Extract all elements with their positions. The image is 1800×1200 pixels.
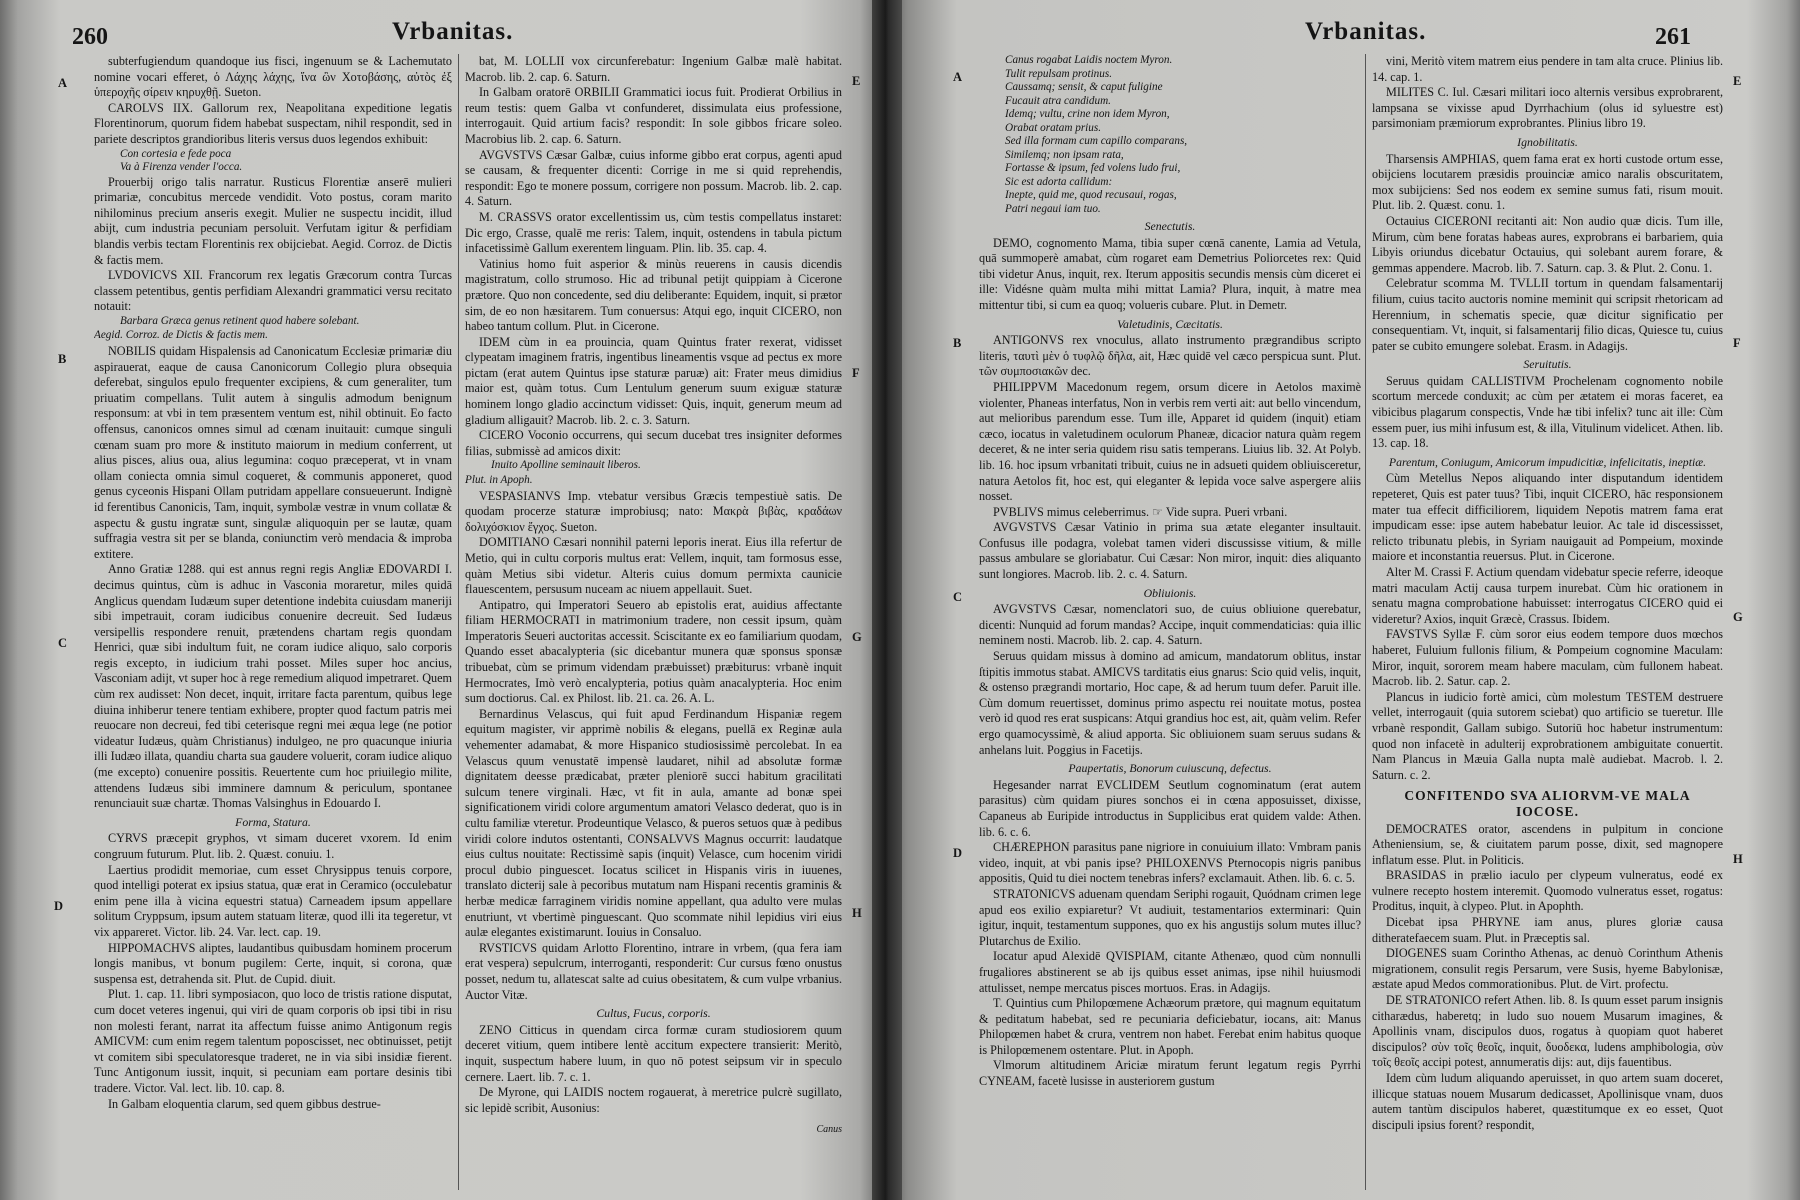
verse-line: Inuito Apolline seminauit liberos. [491,459,641,472]
margin-letter-g: G [852,630,862,644]
paragraph: bat, M. LOLLII vox circunferebatur: Ingenium Galbæ malè habitat. Macrob. lib. 2. cap. 6. Saturn. [465,54,842,84]
margin-letter-h: H [1733,852,1743,866]
paragraph: RVSTICVS quidam Arlotto Florentino, intrare in vrbem, (qua fera iam erat vespera) sepulcrum, interroganti, responderit: Cur cursus fœno onustus posset, nedum tu, allatescat salte ad cuius obesitatem, & cum vulpe vrbanius. Auctor Vitæ. [465,940,842,1002]
verse-line: Idemq; vultu, crine non idem Myron, [1005,108,1170,120]
paragraph: CYRVS præcepit gryphos, vt simam duceret vxorem. Id enim congruum futurum. Plut. lib. 2. Quæst. conuiu. 1. [94,831,452,861]
verse-line: Inepte, quid me, quod recusaui, rogas, [1005,189,1177,201]
paragraph: Anno Gratiæ 1288. qui est annus regni regis Angliæ EDOVARDI I. decimus quintus, cùm is adhuc in Vasconia moraretur, miles quidā Anglicus quendam Iudæum super detentione indebita cuiusdam maneriji sibi impetrauit, coram iudicibus conuenire decreuit. Sed Iudæus versipellis respondere renuit, prætendens chartam regis quondam Henrici, quæ sibi indultum fuit, ne coram iudice aliquo, salo corporis regis excepto, in iudicium trahi posset. Miles super hoc ancius, Vasconiam adijt, vt super hoc à rege remedium aliquod impetraret. Quem cùm rex audisset: Non decet, inquit, irritare facta parentum, quibus lege diuina inhiberur tenere tentiam exhibere, propter quod factum patris mei reuocare non decreui, fed tibi ceterisque regni mei æqua lege (ne potior videatur Iudæus, quàm Christianus) indulgeo, ne pro quacunque iniuria illi Iudæo illata, quandiu charta sua gaudere voluerit, coram iudice aliquo (me excepto) conuenire possitis. Reuertente cum hoc priuilegio milite, attendens Iudæus sibi imminere damnum & periculum, spontanee renunciauit suæ chartæ. Thomas Valsinghus in Edouardo I. [94,562,452,811]
paragraph: AVGVSTVS Cæsar, nomenclatori suo, de cuius obliuione querebatur, dicenti: Nunquid ad forum mandas? Accipe, inquit commendaticias: quia illic neminem nosti. Macrob. lib. 2. cap. 4. Saturn. [979,602,1361,648]
paragraph: DEMOCRATES orator, ascendens in pulpitum in concione Atheniensium, se, & ciuitatem parum posse, dixit, sed magnopere inflatum esse. Plut. in Politicis. [1372,821,1723,867]
paragraph: DOMITIANO Cæsari nonnihil paterni leporis inerat. Eius illa refertur de Metio, qui in cultu corporis multus erat: Vellem, inquit, tam formosus esse, quàm Metius sibi videtur. Alteris cuius domum permixta caunicie flauescentem, persusum nuceam ac niuem appellauit. Suet. [465,535,842,597]
right-page-number: 261 [1655,24,1691,50]
paragraph: Prouerbij origo talis narratur. Rusticus Florentiæ anserē mulieri primariæ, concubitus mercede vendidit. Voto postus, coram marito nihilominus precium anseris exegit. Mulier ne suspectu incidit, illud abijt, cum industria pecuniam persoluit. Verfutam igitur & perfidiam blandis verbis tectam Florentinis rex obijciebat. Aegid. Corroz. de Dictis & factis mem. [94,174,452,267]
paragraph: MILITES C. Iul. Cæsari militari ioco alternis versibus exprobrarent, lampsana se vixisse apud Dyrrhachium (olus id syluestre est) parsimoniam præmiorum exprobrantes. Plinius libro 19. [1372,85,1723,131]
paragraph: DE STRATONICO refert Athen. lib. 8. Is quum esset parum insignis citharædus, haberetq; in ludo suo nouem Musarum imagines, & Apollinis vnam, discipulos duos, rogatus à quopiam quot haberet discipulos? σὺν τοῖς θεοῖς, inquit, δυοδεκα, ludens amphibologia, σὺν τοῖς θεοῖς accipi potest, annumeratis dijs: aut, dijs fauentibus. [1372,993,1723,1070]
paragraph: Vlmorum altitudinem Ariciæ miratum ferunt legatum regis Pyrrhi CYNEAM, facetè lusisse in austeriorem gustum [979,1058,1361,1089]
paragraph: Idem cùm ludum aliquando aperuisset, in quo artem suam doceret, illicque statuas nouem Musarum dedicasset, Apollinisque vnam, duos autem tantùm discipulos haberet, quæstitumque ex eo esset, Quot discipuli ipsius forent? respondit, [1372,1071,1723,1132]
paragraph: Tharsensis AMPHIAS, quem fama erat ex horti custode ortum esse, obijciens locutarem præsidis prouinciæ amico naralis obscuritatem, mox subijciens: Sed nos eodem ex semine sumus fati, risum mouit. Plut. lib. 2. Quæst. conu. 1. [1372,151,1723,213]
margin-letter-f: F [1733,336,1741,350]
section-subheading: Cultus, Fucus, corporis. [596,1006,711,1021]
paragraph: CAROLVS IIX. Gallorum rex, Neapolitana expeditione legatis Florentinorum, quorum fidem habebat suspectam, nihil respondit, sed in pariete descriptos grandioribus literis versus duos legendos exhibuit: [94,100,452,146]
paragraph: Laertius prodidit memoriae, cum esset Chrysippus tenuis corpore, quod intelligi poterat ex ipsius statua, quæ erat in Ceramico (occulebatur enim pene illa à vicina equestri statua) Carneadem ipsum appellare solitum Cryppsum, ipsum autem statuam literæ, quod illi ita tegeretur, vt vix appareret. Victor. lib. 24. Var. lect. cap. 19. [94,862,452,939]
paragraph: Cùm Metellus Nepos aliquando inter disputandum identidem repeteret, Quis est pater tuus? Tibi, inquit CICERO, hāc responsionem mater tua effecit difficiliorem, liquidem Nepotis matrem fama erat impudicam esse: ipse autem habebatur leuior. Ac tale id discessisset, relicto tribunatu plebis, in Syriam nauigauit ad Pompeium, moxinde maiore et inconstantia reuersus. Plut. in Cicerone. [1372,471,1723,564]
section-subheading: Ignobilitatis. [1517,134,1578,149]
paragraph: PVBLIVS mimus celeberrimus. ☞ Vide supra. Pueri vrbani. [993,504,1288,519]
margin-letter-b: B [953,336,962,350]
left-column-2 [458,54,842,1190]
paragraph: AVGVSTVS Cæsar Galbæ, cuius informe gibbo erat corpus, agenti apud se causam, & frequenter dicenti: Corrige in me si quid reprehendis, respondit: Ego te monere possum, corrigere non possum. Macrob. lib. 2. cap. 4. Saturn. [465,147,842,209]
paragraph: DIOGENES suam Corintho Athenas, ac denuò Corinthum Athenis migrationem, consulit regis Persarum, vere Susis, hyeme Babylonisæ, æstate apud Medos commorationibus. Plut. de Virt. profectu. [1372,946,1723,992]
margin-letter-a: A [58,76,68,90]
citation: Aegid. Corroz. de Dictis & factis mem. [94,329,268,342]
margin-letter-a: A [953,70,963,84]
left-page [0,0,887,1200]
verse-line: Fucauit atra candidum. [1005,94,1111,107]
paragraph: CHÆREPHON parasitus pane nigriore in conuiuium illato: Vmbram panis video, inquit, at vbi panis ipse? PHILOXENVS Pternocopis nigris panibus appositis, Quid tu diei noctem tenebras infers? exclamauit. Athen. lib. 6. c. 5. [979,840,1361,886]
paragraph: In Galbam oratorē ORBILII Grammatici iocus fuit. Prodierat Orbilius in reum testis: quem Galba vt confunderet, dissimulata eius professione, interrogauit. Quid artium facis? respondit: In sole gibbos fricare soleo. Macrobius lib. 2. cap. 6. Saturn. [465,85,842,146]
verse-line: Patri negaui iam tuo. [1005,202,1101,215]
verse-line: Sic est adorta callidum: [1005,175,1113,188]
margin-letter-e: E [852,74,861,88]
paragraph: De Myrone, qui LAIDIS noctem rogauerat, à meretrice pulcrè sugillato, sic lepidè scribit, Ausonius: [465,1085,842,1115]
margin-letter-c: C [58,636,68,650]
paragraph: M. CRASSVS orator excellentissim us, cùm testis compellatus instaret: Dic ergo, Crasse, qualē me reris: Talem, inquit, ostendens in tabula pictum infacetissimè Gallum exerentem linguam. Plin. lib. 35. cap. 4. [465,209,842,256]
margin-letter-g: G [1733,610,1743,624]
verse-line: Sed illa formam cum capillo comparans, [1005,135,1188,147]
paragraph: vini, Meritò vitem matrem eius pendere in tam alta cruce. Plinius lib. 14. cap. 1. [1372,54,1723,84]
section-subheading: Obliuionis. [1143,585,1197,600]
right-running-head: Vrbanitas. [1305,18,1427,45]
left-page-number: 260 [72,24,108,50]
margin-letter-e: E [1733,74,1742,88]
verse-line: Similemq; non ipsam rata, [1005,148,1124,161]
paragraph: Antipatro, qui Imperatori Seuero ab epistolis erat, auidius affectante filiam HERMOCRATI in matrimonium tradere, non cessit ipsum, quàm Imperatoris Seueri auctoritas accessit. Sciscitante ex eo familiarium quodam, Quando esset abacalypteria (sic dicebantur munera quæ sponsus sponsæ tribuebat, cùm se primum videndam præbuisset) præbiturus: vrbanè inquit Hermocrates, Imò verò encalypteria, potius quàm anacalypteria. Hoc enim sum doctiorus. Cal. ex Philost. lib. 21. ca. 26. A. L. [465,597,842,706]
paragraph: Hegesander narrat EVCLIDEM Seutlum cognominatum (erat autem parasitus) cùm quidam piures sonchos ei in cœna apposuisset, dixisse, Capaneus ab Euripide introductus in Supplicibus erat quidem valde: Athen. lib. 6. c. 6. [979,777,1361,839]
paragraph: Iocatur apud Alexidē QVISPIAM, citante Athenæo, quod cùm nonnulli frugaliores abstinerent se ab ijs quibus esset animas, ipse nihil huiusmodi attulisset, nempe mercatus pisces mortuos. Eras. in Adagijs. [979,949,1361,995]
section-subheading: Senectutis. [1144,219,1196,233]
margin-letter-d: D [953,846,963,860]
paragraph: Seruus quidam missus à domino ad amicum, mandatorum oblitus, instar ſtipitis immotus stabat. AMICVS tarditatis eius gnarus: Scio quid velis, inquit, & ostenso prægrandi mortario, Hoc cape, & ad herum tuum defer. Paruit ille. Cùm domum reuertisset, dominus primo aspectu rei nouitate motus, postea verò id quod res erat suspicans: Atqui grandius hoc est, ait, quàm velim. Refer ergo quamocyssimè, & aliud apporta. Sic obliuionem suam seruus sudans & anhelans luit. Poggius in Facetijs. [979,649,1361,757]
verse-line: Va à Firenza vender l'occa. [120,161,243,174]
paragraph: Alter M. Crassi F. Actium quendam videbatur specie referre, ideoque matri maculam Actij causa turpem inurebat. Cùm hic orationem in senatu magna comprobatione habuisset: interrogatus CICERO quid ei videretur? Axios, inquit Græcè, Crassus. Ibidem. [1372,565,1723,626]
margin-letter-c: C [953,590,963,604]
right-column-2 [1365,54,1723,1190]
margin-letter-h: H [852,906,862,920]
margin-letter-f: F [852,366,860,380]
right-column-1 [979,54,1361,1190]
paragraph: DEMO, cognomento Mama, tibia super cœnā canente, Lamia ad Vetula, quā summoperè amabat, cùm rogaret eam Demetrius Poliorcetes rex: Quid tibi videtur Anus, inquit, rex. Iterum appositis secundis mensis cùm diceret ei ille: Vidésne quàm multa mihi mittat Lamia? Plura, inquit, à matre mea mittentur tibi, si cum ea quoq; volueris cubare. Plut. in Demetr. [979,235,1361,312]
section-subheading: Parentum, Coniugum, Amicorum impudicitiæ, infelicitatis, ineptiæ. [1388,454,1707,469]
margin-letter-d: D [54,899,64,913]
paragraph: IDEM cùm in ea prouincia, quam Quintus frater rexerat, vidisset clypeatam imaginem fratris, ingentibus lineamentis vsque ad pectus ex more pictam (erat autem Quintus ipse staturæ paruæ) ait: Frater meus dimidius maior est, quàm totus. Cum Lentulum generum suum exiguæ staturæ hominem longo gladio accinctum vidisset: Quis, inquit, generum meum ad gladium alligauit? Macrob. lib. 2. c. 3. Saturn. [465,334,842,427]
paragraph: T. Quintius cum Philopœmene Achæorum prætore, qui magnum equitatum & peditatum habebat, sed re pecuniaria deficiebatur, iocans, ait: Manus Philopœmen habet & crura, ventrem non habet. Ferebat enim habitus quoque is Philopœmenem ostentare. Plut. in Apoph. [979,996,1361,1057]
paragraph: BRASIDAS in prælio iaculo per clypeum vulneratus, eodé ex vulnere recepto hostem interemit. Quomodo vulneratus esset, rogatus: Proditus, inquit, à clypeo. Plut. in Apophth. [1372,868,1723,914]
paragraph: Plut. 1. cap. 11. libri symposiacon, quo loco de tristis ratione disputat, cum docet veteres ingenui, qui viri de quam corporis ob ipsi tibi in risu non molesti ferant, narrat ita affectum fuisse animo Antigonum regis AMICVM: cum enim regem talentum poposcisset, nec obtinuisset, petijt vt comitem sibi speculatoresque traderet, ne in via sibi insidiæ fierent. Tunc Antigonum iussit, inquit, si pecuniam eam portare desinis tibi tradere. Victor. Val. lect. lib. 10. cap. 8. [94,987,452,1095]
paragraph: Seruus quidam CALLISTIVM Prochelenam cognomento nobile scortum mercede conduxit; ac cùm per ætatem ei moras faceret, ea vibicibus plagarum conspectis, Vnde hæ tibi infelix? tunc ait ille: Cùm essem puer, ius mihi infusum est, & illa, Vitulinum videlicet. Athen. lib. 13. cap. 18. [1372,373,1723,451]
verse-line: Canus rogabat Laidis noctem Myron. [1005,54,1173,66]
paragraph: ANTIGONVS rex vnoculus, allato instrumento prægrandibus scripto literis, ταυτὶ μὲν ὁ τυφλῷ δῆλα, ait, Hæc quidē vel cæco perspicua sunt. Plut. τῶν συμποσιακῶν dec. [979,333,1361,379]
catchword: Canus [816,1124,842,1136]
paragraph: Bernardinus Velascus, qui fuit apud Ferdinandum Hispaniæ regem equitum magister, vir apprimè nobilis & elegans, puellā ex Reginæ aula vehementer adamabat, & more Hispanico studiosissimè percolebat. In ea Velascus quum venustatē impensè laudaret, nihil ad absolutæ formæ dignitatem deesse prædicabat, præter pleniorē succi habitum gracilitati sulcum tenere virginali. Hæc, vt fit in aula, amante ad bonæ spei significationem viridi colore argumentum amatori Velasco dederat, quo is in cultu familiæ vteretur. Prodeuntique Velasco, & pueros setuos quæ à pedibus viridi colore indutos ostentanti, CONSALVVS Magnus occurrit: laudatque eius cultus nouitate: Rectissimè sapis (inquit) Velasce, cum hocenim viridi procul dubio pinguescet. Iocatus scilicet in Hispanis viris in iuuenes, translato dicterij sale à pecoribus mutatum nam Hispani recentis graminis & herbæ medicæ farraginem viridis nomine appellant, qua adulto vere mulas enutriunt, vt vbertimè pinguescant. Quo scommate nihil lepidius viri eius aulæ elegantes existimarunt. Iouius in Consaluo. [465,706,842,940]
paragraph: PHILIPPVM Macedonum regem, orsum dicere in Aetolos maximè violenter, Phaneas interfatus, Non in verbis rem verti ait: aut bello vincendum, aut melioribus parendum esse. Tum ille, Apparet id quidem (inquit) etiam cæco, iocatus in valetudinem oculorum Phaneæ, dicacior natura quàm regem deceret, & ne inter seria quidem risu satis temperans. Liuius lib. 32. At Polyb. lib. 16. hoc ipsum vrbanitati tribuit, cuius ne in adsueti quidem obliuisceretur, natura Aetolos fit, hoc est, qui eleganter & lepida voce salve aspergere aliis nosset. [979,379,1361,504]
verse-line: Con cortesia e fede poca [120,147,232,160]
section-subheading: Seruitutis. [1523,357,1572,372]
paragraph: STRATONICVS aduenam quendam Seriphi rogauit, Quódnam crimen lege apud eos exilio expiaretur? Vt audiuit, testamentarios exterminari: Quin igitur, inquit, testamentum suppones, quo ex his angustijs solum mutes illuc? Plutarchus de Exilio. [979,886,1361,948]
margin-letter-b: B [58,352,67,366]
citation: Plut. in Apoph. [465,473,533,486]
left-running-head: Vrbanitas. [392,18,514,45]
paragraph: HIPPOMACHVS aliptes, laudantibus quibusdam hominem procerum longis manibus, vt bonum pugilem: Certe, inquit, si corona, quæ suspensa est, detrahenda sit. Plut. de Cupid. diuit. [94,940,452,986]
verse-line: Fortasse & ipsum, fed volens ludo frui, [1005,162,1181,174]
paragraph: CICERO Voconio occurrens, qui secum ducebat tres insigniter deformes filias, submissè ad amicos dixit: [465,428,842,458]
paragraph: Dicebat ipsa PHRYNE iam anus, plures gloriæ causa ditheratefaecem suam. Plut. in Præceptis sal. [1372,915,1723,945]
paragraph: FAVSTVS Syllæ F. cùm soror eius eodem tempore duos mœchos haberet, Fuluium fullonis filium, & Pompeium cognomine Maculam: Miror, inquit, sororem meam habere maculam, cùm fullonem habeat. Macrob. lib. 2. Satur. cap. 2. [1372,627,1723,689]
section-subheading: Paupertatis, Bonorum cuiuscunq, defectus. [1068,761,1272,776]
book-gutter [872,0,902,1200]
verse-line: Caussamq; sensit, & caput fuligine [1005,81,1163,93]
left-column-1 [94,54,452,1190]
section-heading: CONFITENDO SVA ALIORVM-VE MALA IOCOSE. [1404,788,1691,819]
paragraph: NOBILIS quidam Hispalensis ad Canonicatum Ecclesiæ primariæ diu aspirauerat, eaque de causa Canonicorum Collegio plura obsequia deferebat, singulos epulo frequenter excipiens, & cum generaliter, tum priuatim compellans. Tulit autem à singulis admodum benignum responsum: at vbi in tem præsentem ventum est, nihil obtinuit. Eo facto offensus, canonicos omnes simul ad cœnam inuitauit: cumque singuli cœnam suam pro more & instituto maiorum in medium conferrent, ut alius pisces, alius oua, alius legumina: coquo præceperat, vt in vnam ollam coniecta omnia simul coqueret, & communis apponeret, quod genus cyceonis Hispani Ollam putridam appellare consueuerunt. Indignè id ferentibus Canonicis, Tam, inquit, symbolæ vestræ in vnum collatæ & aspectu & gustu ingratæ sunt, singulæ aliquoquin per se lautæ, quam suffragia vestra sit per se blanda, coniunctim verò mendacia & improba extitere. [94,344,452,561]
paragraph: Celebratur scomma M. TVLLII tortum in quendam falsamentarij filium, cuius tacito auctoris nomine meminit qui scripsit rhetoricam ad Herennium, in schematis specie, quæ dicitur significatio per consequentiam. Vt, inquit, si falsamentarij filio dicas, Quiesce tu, cuius pater se cubito emungere solebat. Erasm. in Adagijs. [1372,276,1723,353]
paragraph: Octauius CICERONI recitanti ait: Non audio quæ dicis. Tum ille, Mirum, cùm bene foratas habeas aures, exprobrans ei barbariem, quia Libyis oriundus dicebatur Octauius, qui solebant aurem forare, & gemmas appendere. Macrob. lib. 7. Saturn. cap. 3. & Plut. 2. Conu. 1. [1372,213,1723,275]
paragraph: LVDOVICVS XII. Francorum rex legatis Græcorum contra Turcas classem petentibus, gentis perfidiam Alexandri grammatici versu recitato notauit: [94,268,452,314]
paragraph: ZENO Citticus in quendam circa formæ curam studiosiorem quum deceret vitium, quem intibere lentè accitum expectere transierit: Meritò, inquit, suspectum habere luum, in quo nō potest seipsum vir in speculo cernere. Laert. lib. 7. c. 1. [465,1022,842,1084]
paragraph: Vatinius homo fuit asperior & minùs reuerens in causis dicendis magistratum, collo strumoso. Hic ad tribunal petijt quippiam à Cicerone prætore. Quo non concedente, sed diu deliberante: Equidem, inquit, si prætor sim, de eo non hæsitarem. Tum conuersus: Atqui ego, inquit CICERO, non habeo tantum collum. Plut. in Cicerone. [465,256,842,334]
paragraph: In Galbam eloquentia clarum, sed quem gibbus destrue- [108,1096,381,1111]
paragraph: Plancus in iudicio fortè amici, cùm molestum TESTEM destruere vellet, interrogauit (quia sutorem sciebat) quo artificio se tueretur. Ille vrbanè respondit, Gallam subigo. Sutoriū hoc habetur instrumentum: quod non infacetè in adulterij exprobrationem ambiguitate conuertit. Nam Plancus in Mæuia Galla nupta malè audiebat. Macrob. l. 2. Saturn. c. 2. [1372,689,1723,782]
verse-line: Tulit repulsam protinus. [1005,67,1113,80]
paragraph: subterfugiendum quandoque ius fisci, ingenuum se & Lachemutato nomine vocari efferet, ὁ Λάχης λάχης, ἵνα ὢν Χοτοβάσης, αὐτὸς ἐξ ὑπεροχῆς σίρειν κηρυχθῇ. Sueton. [94,54,452,100]
paragraph: AVGVSTVS Cæsar Vatinio in prima sua ætate eleganter insultauit. Confusus ille podagra, volebat tamen videri discussisse vitium, & mille passus ambulare se gloriabatur. Cui Cæsar: Non miror, inquit: dies aliquanto sunt longiores. Macrob. lib. 2. c. 4. Saturn. [979,520,1361,582]
verse-line: Barbara Græca genus retinent quod habere solebant. [120,314,360,327]
paragraph: VESPASIANVS Imp. vtebatur versibus Græcis tempestiuè satis. De quodam procerze staturæ improbiusq; nato: Μακρὰ βιβὰς, κραδάων δολιχόσκιον ἔγχος. Sueton. [465,488,842,534]
verse-line: Orabat oratam prius. [1005,121,1102,134]
section-subheading: Valetudinis, Cæcitatis. [1117,316,1223,331]
section-subheading: Forma, Statura. [235,814,311,829]
right-page [887,0,1800,1200]
